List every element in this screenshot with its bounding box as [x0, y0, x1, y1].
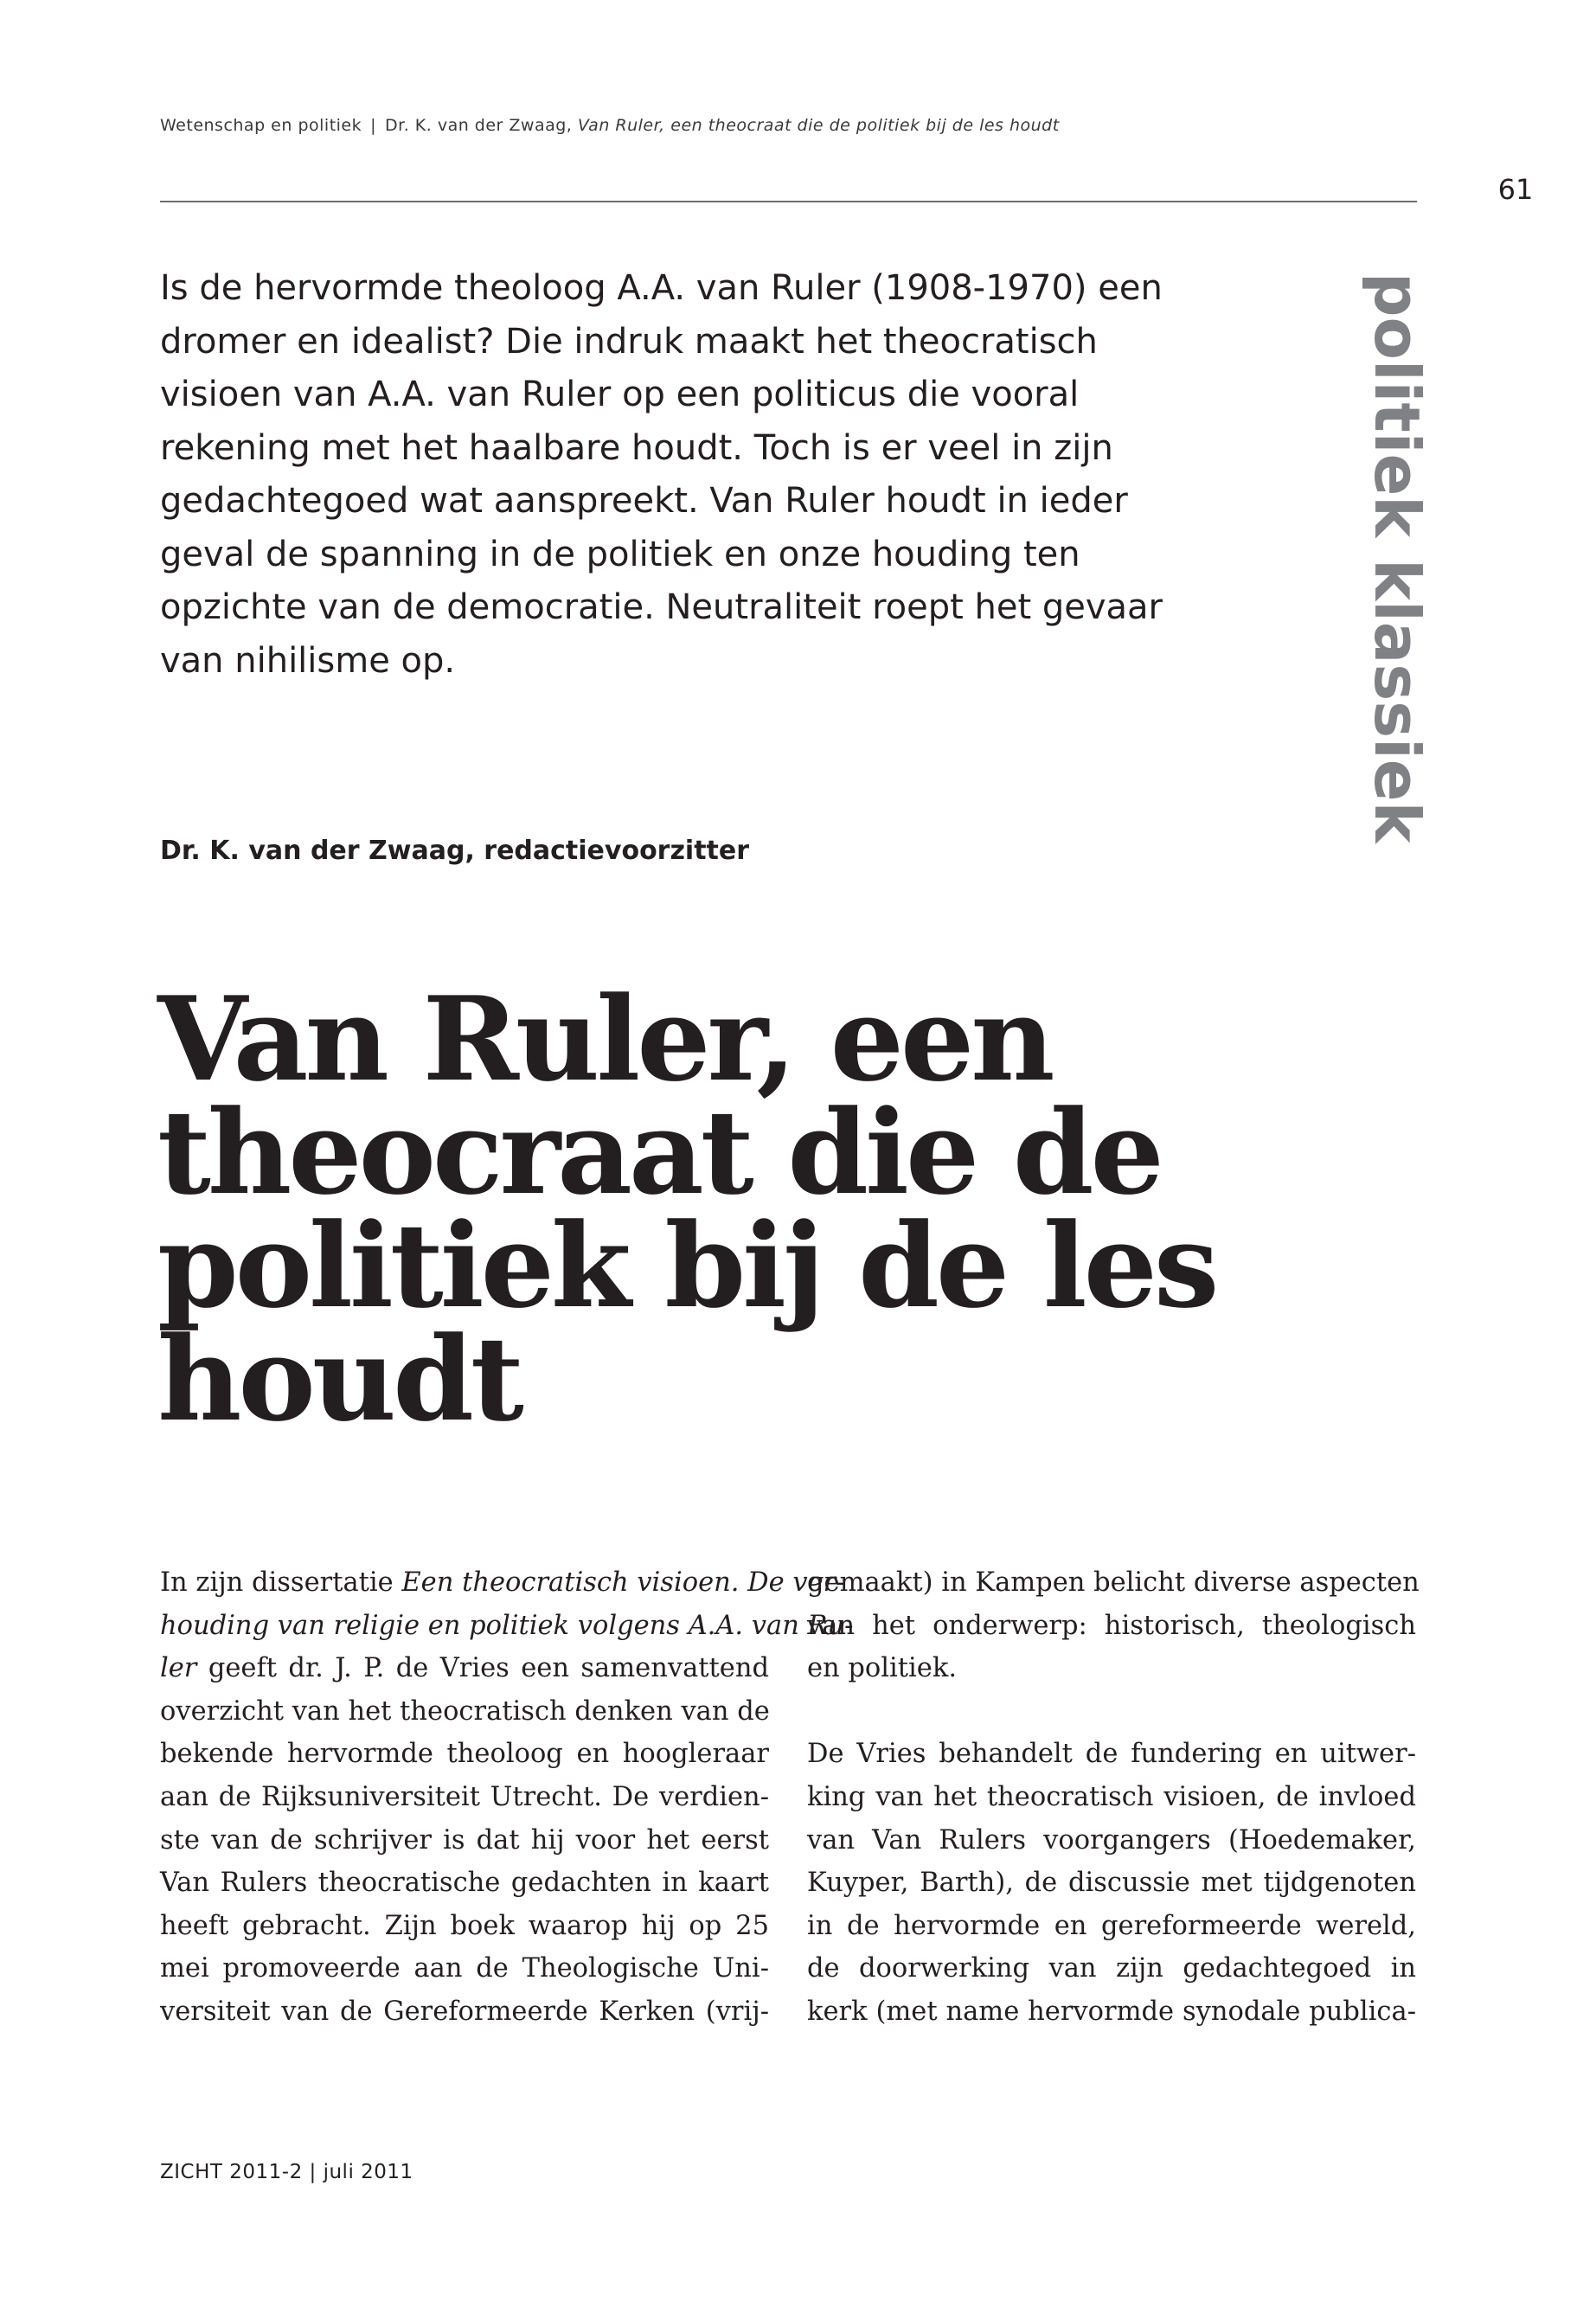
header-separator: | — [370, 116, 377, 135]
body-line — [160, 1647, 769, 1690]
title-line: houdt — [157, 1311, 521, 1447]
body-line: van het onderwerp: historisch, theologisch — [807, 1610, 1416, 1641]
body-line: kerk (met name hervormde synodale publica- — [807, 1996, 1416, 2027]
header-article-title: Van Ruler, een theocraat die de politiek bij de les houdt — [577, 116, 1060, 135]
body-line: De Vries behandelt de fundering en uitwer- — [807, 1739, 1416, 1770]
running-header — [160, 116, 1414, 135]
intro-line: opzichte van de democratie. Neutraliteit roept het gevaar — [160, 587, 1163, 627]
header-divider — [160, 201, 1417, 202]
intro-line: gedachtegoed wat aanspreekt. Van Ruler houdt in ieder — [160, 481, 1128, 521]
intro-line: rekening met het haalbare houdt. Toch is er veel in zijn — [160, 427, 1113, 468]
header-section: Wetenschap en politiek — [160, 116, 362, 135]
book-title: houding van religie en politiek volgens A.A. van Ru- — [160, 1610, 854, 1641]
body-column-right — [807, 1561, 1420, 2034]
body-line: Kuyper, Barth), de discussie met tijdgenoten — [807, 1868, 1416, 1899]
body-line — [160, 1605, 854, 1648]
intro-line: dromer en idealist? Die indruk maakt het theocratisch — [160, 321, 1098, 362]
page-footer: ZICHT 2011-2 | juli 2011 — [160, 2161, 413, 2183]
body-line: overzicht van het theocratisch denken van de — [160, 1695, 770, 1727]
body-line: gemaakt) in Kampen belicht diverse aspecten — [807, 1567, 1420, 1598]
book-title: Een theocratisch visioen. De ver- — [401, 1567, 845, 1598]
title-line: theocraat die de — [157, 1084, 1161, 1221]
body-line: king van het theocratisch visioen, de invloed — [807, 1781, 1416, 1812]
body-text: geeft dr. J. P. de Vries een samenvattend — [196, 1653, 769, 1684]
body-line: en politiek. — [807, 1653, 958, 1684]
intro-line: visioen van A.A. van Ruler op een politicus die vooral — [160, 375, 1080, 414]
body-line: ste van de schrijver is dat hij voor het eerst — [160, 1824, 769, 1856]
body-text: In zijn dissertatie — [160, 1567, 402, 1598]
header-author: Dr. K. van der Zwaag, — [385, 116, 573, 135]
body-column-left — [160, 1561, 854, 2034]
intro-line: Is de hervormde theoloog A.A. van Ruler (1908-1970) een — [160, 268, 1163, 308]
title-line: politiek bij de les — [157, 1197, 1216, 1334]
body-line: in de hervormde en gereformeerde wereld, — [807, 1910, 1416, 1941]
section-label: politiek klassiek — [1361, 272, 1433, 843]
article-title — [157, 971, 1368, 1447]
author-byline: Dr. K. van der Zwaag, redactievoorzitter — [160, 836, 750, 866]
body-line: van Van Rulers voorgangers (Hoedemaker, — [807, 1824, 1416, 1856]
body-line: versiteit van de Gereformeerde Kerken (vrij- — [160, 1996, 769, 2027]
paragraph-gap — [807, 1690, 1416, 1734]
body-line: mei promoveerde aan de Theologische Uni- — [160, 1953, 769, 1984]
page-number: 61 — [1497, 173, 1534, 206]
body-line: Van Rulers theocratische gedachten in kaart — [160, 1868, 769, 1899]
book-title: ler — [160, 1653, 197, 1684]
body-line: bekende hervormde theoloog en hoogleraar — [160, 1739, 769, 1770]
intro-line: geval de spanning in de politiek en onze houding ten — [160, 534, 1080, 574]
intro-paragraph — [160, 262, 1163, 688]
intro-line: van nihilisme op. — [160, 640, 456, 681]
body-line: de doorwerking van zijn gedachtegoed in — [807, 1953, 1416, 1984]
body-line: heeft gebracht. Zijn boek waarop hij op 25 — [160, 1910, 769, 1941]
title-line: Van Ruler, een — [157, 971, 1052, 1107]
body-line — [160, 1561, 845, 1605]
body-line: aan de Rijksuniversiteit Utrecht. De verdien- — [160, 1781, 769, 1812]
